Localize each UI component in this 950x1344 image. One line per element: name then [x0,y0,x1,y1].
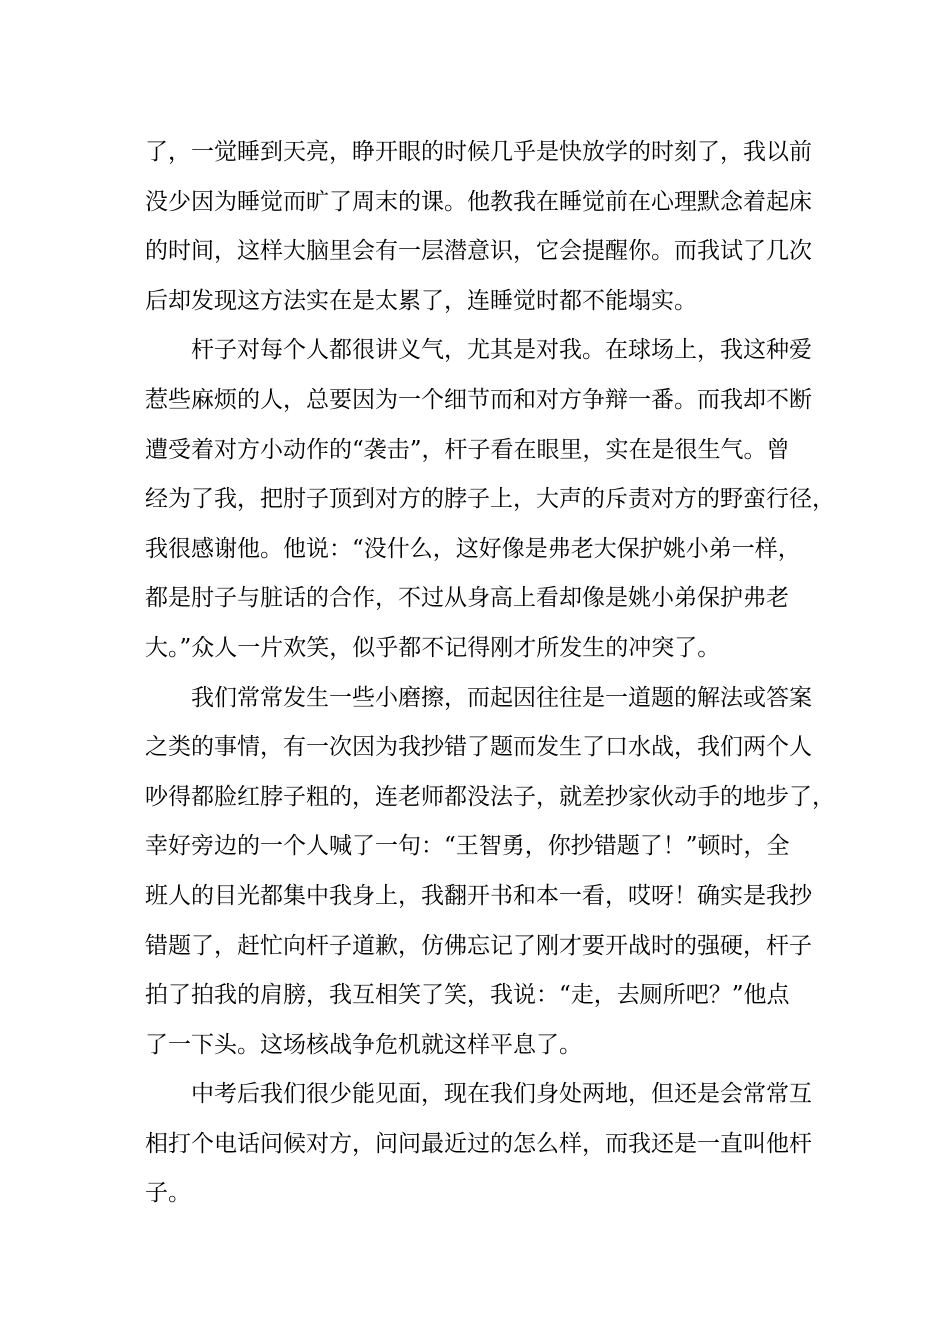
text-line: 后却发现这方法实在是太累了，连睡觉时都不能塌实。 [145,287,697,314]
text-line: 惹些麻烦的人，总要因为一个细节而和对方争辩一番。而我却不断 [145,386,812,413]
text-line: 遭受着对方小动作的“袭击”，杆子看在眼里，实在是很生气。曾 [145,436,790,463]
text-line: 中考后我们很少能见面，现在我们身处两地，但还是会常常互 [191,1081,812,1108]
text-line: 的时间，这样大脑里会有一层潜意识，它会提醒你。而我试了几次 [145,238,812,265]
text-line: 子。 [145,1180,191,1207]
text-line: 我很感谢他。他说：“没什么，这好像是弗老大保护姚小弟一样， [145,535,801,562]
text-line: 相打个电话问候对方，问问最近过的怎么样，而我还是一直叫他杆 [145,1130,812,1157]
text-line: 了一下头。这场核战争危机就这样平息了。 [145,1031,582,1058]
text-line: 拍了拍我的肩膀，我互相笑了笑，我说：“走，去厕所吧？”他点 [145,982,790,1009]
text-line: 错题了，赶忙向杆子道歉，仿佛忘记了刚才要开战时的强硬，杆子 [145,932,812,959]
paragraph-1 [145,128,815,326]
text-line: 班人的目光都集中我身上，我翻开书和本一看，哎呀！确实是我抄 [145,882,812,909]
text-line: 没少因为睡觉而旷了周末的课。他教我在睡觉前在心理默念着起床 [145,188,812,215]
text-line: 之类的事情，有一次因为我抄错了题而发生了口水战，我们两个人 [145,734,812,761]
text-line: 大。”众人一片欢笑，似乎都不记得刚才所发生的冲突了。 [145,634,721,661]
text-line: 经为了我，把肘子顶到对方的脖子上，大声的斥责对方的野蛮行径， [145,486,835,513]
text-line: 了，一觉睡到天亮，睁开眼的时候几乎是快放学的时刻了，我以前 [145,139,812,165]
text-line: 杆子对每个人都很讲义气，尤其是对我。在球场上，我这种爱 [191,337,812,364]
paragraph-2 [145,326,835,673]
paragraph-3 [145,674,835,1071]
body-text [145,128,835,1219]
text-line: 我们常常发生一些小磨擦，而起因往往是一道题的解法或答案 [191,684,812,711]
text-line: 吵得都脸红脖子粗的，连老师都没法子，就差抄家伙动手的地步了， [145,783,835,810]
text-line: 幸好旁边的一个人喊了一句：“王智勇，你抄错题了！”顿时，全 [145,833,790,860]
text-line: 都是肘子与脏话的合作，不过从身高上看却像是姚小弟保护弗老 [145,585,789,612]
paragraph-4 [145,1070,815,1219]
